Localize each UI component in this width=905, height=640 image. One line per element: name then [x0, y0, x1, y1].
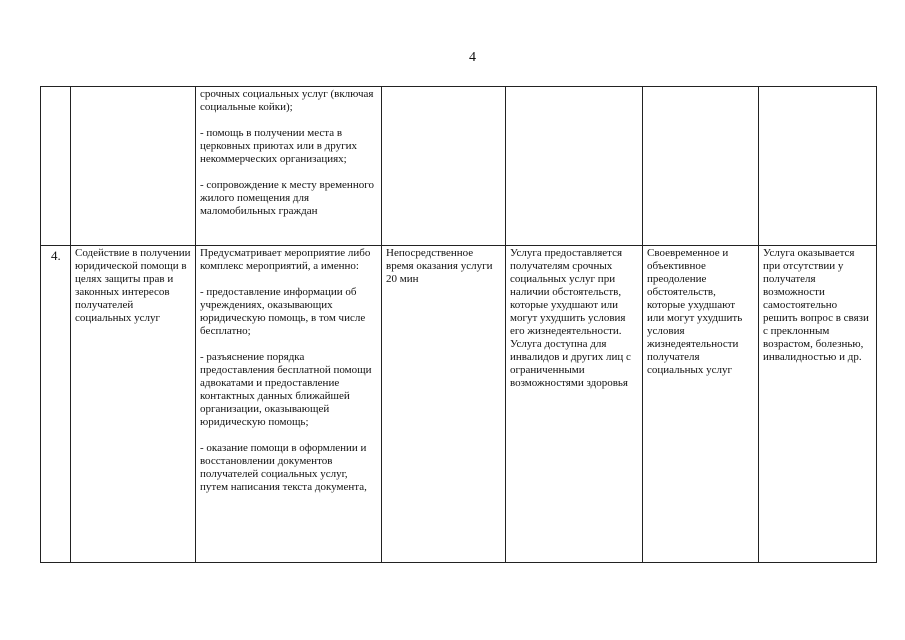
cell-description — [196, 87, 382, 246]
cell-notes: Услуга оказывается при отсутствии у получателя возможности самостоятельно решить вопрос в связи с преклонным возрастом, болезнью, инвалидностью и др. — [759, 246, 877, 563]
cell-notes — [759, 87, 877, 246]
cell-evaluation — [643, 87, 759, 246]
cell-service-name — [71, 87, 196, 246]
description-paragraph: - оказание помощи в оформлении и восстановлении документов получателей социальных услуг, путем написания текста документа, — [200, 442, 367, 493]
cell-conditions — [506, 87, 643, 246]
cell-evaluation: Своевременное и объективное преодоление обстоятельств, которые ухудшают или могут ухудшить условия жизнедеятельности получателя социальных услуг — [643, 246, 759, 563]
page-number: 4 — [469, 50, 476, 65]
cell-conditions: Услуга предоставляется получателям срочных социальных услуг при наличии обстоятельств, которые ухудшают или могут ухудшить условия его жизнедеятельности. Услуга доступна для инвалидов и других лиц с ограниченными возможностями здоровья — [506, 246, 643, 563]
description-paragraph: - предоставление информации об учреждениях, оказывающих юридическую помощь, в том числе бесплатно; — [200, 286, 366, 337]
description-paragraph: Предусматривает мероприятие либо комплекс мероприятий, а именно: — [200, 247, 371, 272]
cell-number — [41, 87, 71, 246]
table-row-continued — [41, 87, 877, 246]
description-paragraph: срочных социальных услуг (включая социальные койки); — [200, 88, 374, 113]
table-row-4 — [41, 246, 877, 563]
cell-service-name: Содействие в получении юридической помощи в целях защиты прав и законных интересов получателей социальных услуг — [71, 246, 196, 563]
description-paragraph: - разъяснение порядка предоставления бесплатной помощи адвокатами и предоставление контактных данных ближайшей организации, оказывающей юридическую помощь; — [200, 351, 372, 428]
cell-timing: Непосредственное время оказания услуги 20 мин — [382, 246, 506, 563]
services-table — [40, 86, 877, 563]
cell-description — [196, 246, 382, 563]
cell-timing — [382, 87, 506, 246]
description-paragraph: - помощь в получении места в церковных приютах или в других некоммерческих организациях; — [200, 127, 358, 165]
cell-number: 4. — [41, 246, 71, 563]
description-paragraph: - сопровождение к месту временного жилого помещения для маломобильных граждан — [200, 179, 374, 217]
